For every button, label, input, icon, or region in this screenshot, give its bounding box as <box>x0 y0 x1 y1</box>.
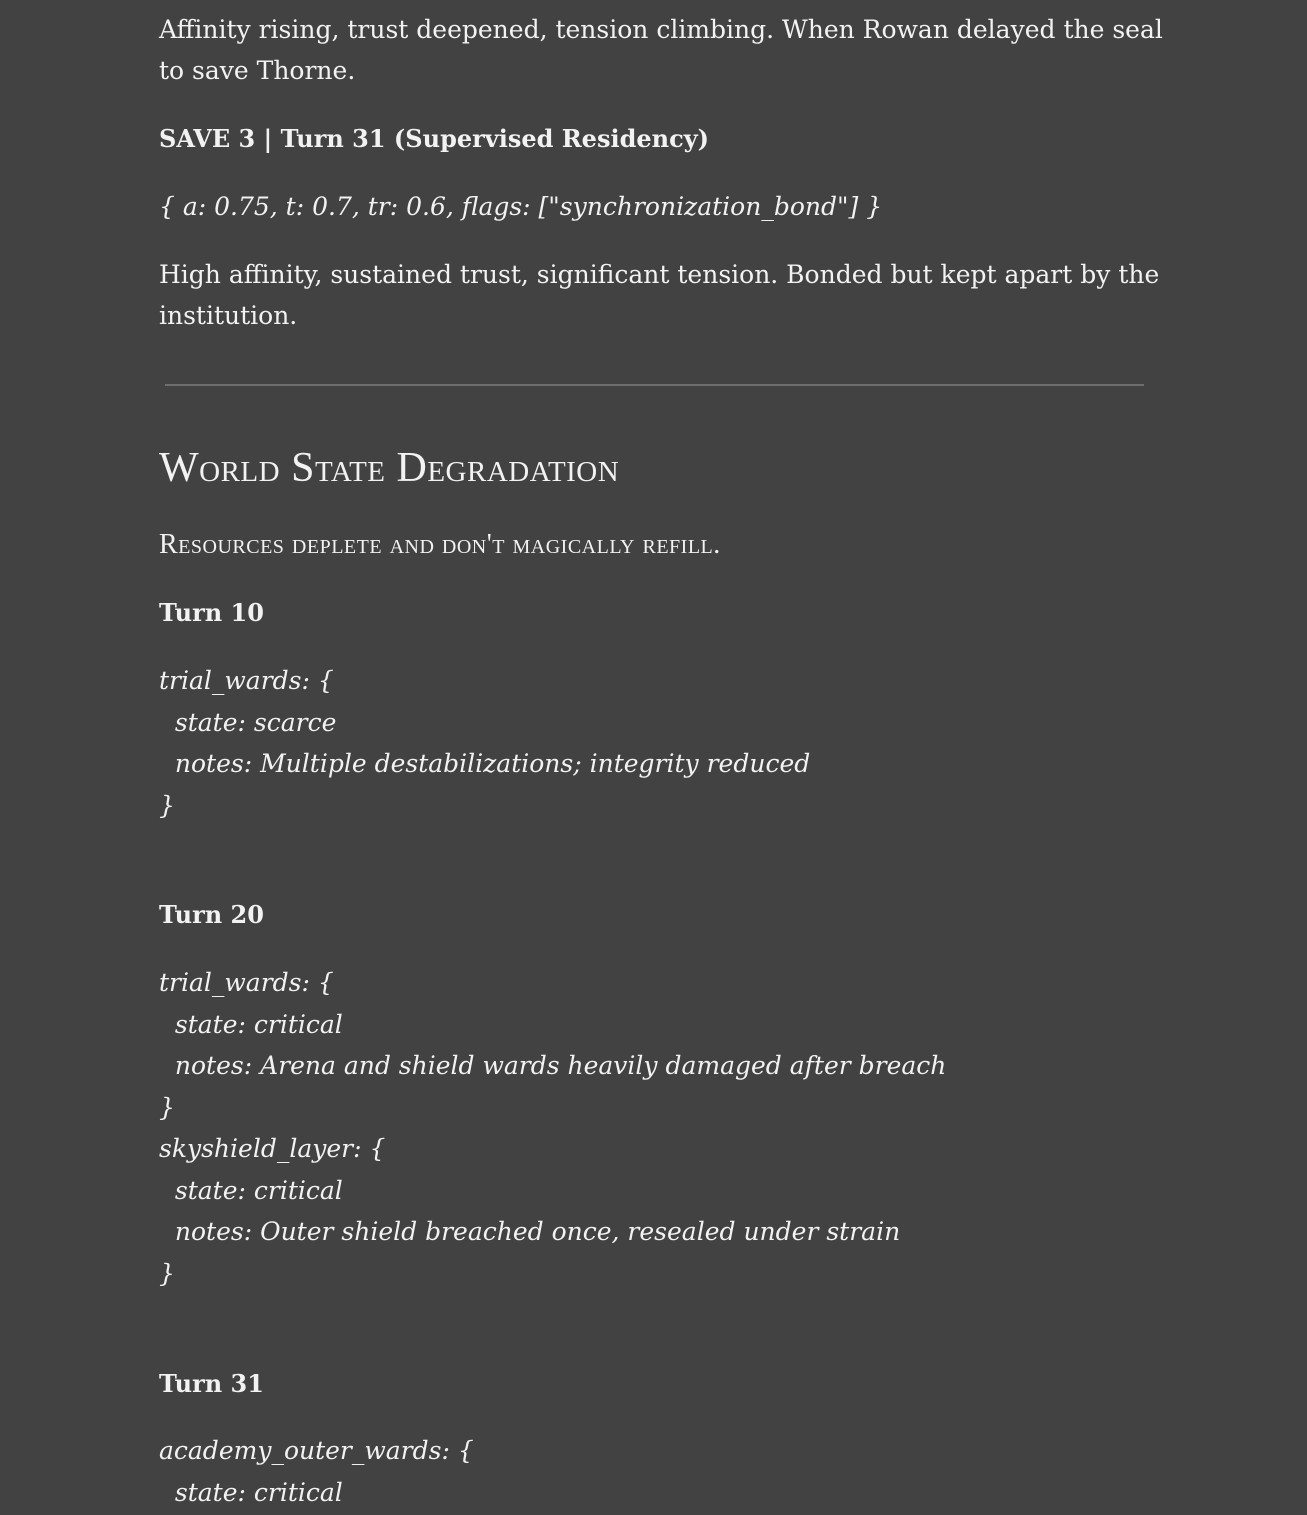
save-3-heading: SAVE 3 | Turn 31 (Supervised Residency) <box>159 124 709 153</box>
turn-10-line: notes: Multiple destabilizations; integrity reduced <box>159 749 811 778</box>
turn-20-line: } <box>159 1093 175 1122</box>
turn-20-line: skyshield_layer: { <box>159 1134 386 1163</box>
turn-31-line: state: critical <box>159 1478 343 1507</box>
section-subtitle: Resources deplete and don't magically refill. <box>159 529 721 560</box>
turn-31-label: Turn 31 <box>159 1369 264 1398</box>
turn-20-line: trial_wards: { <box>159 968 334 997</box>
turn-10-label: Turn 10 <box>159 598 264 627</box>
save-3-state: { a: 0.75, t: 0.7, tr: 0.6, flags: ["synchronization_bond"] } <box>159 192 883 221</box>
turn-20-line: notes: Outer shield breached once, resealed under strain <box>159 1217 901 1246</box>
turn-20-label: Turn 20 <box>159 900 264 929</box>
turn-20-line: } <box>159 1259 175 1288</box>
intro-line-2: to save Thorne. <box>159 56 356 85</box>
turn-31-line: academy_outer_wards: { <box>159 1436 474 1465</box>
section-divider <box>165 384 1144 386</box>
turn-10-line: state: scarce <box>159 708 337 737</box>
turn-10-line: trial_wards: { <box>159 666 334 695</box>
save-3-description-line-2: institution. <box>159 301 298 330</box>
turn-10-line: } <box>159 791 175 820</box>
section-title: World State Degradation <box>159 445 620 491</box>
turn-20-line: state: critical <box>159 1176 343 1205</box>
turn-20-line: state: critical <box>159 1010 343 1039</box>
turn-20-line: notes: Arena and shield wards heavily damaged after breach <box>159 1051 947 1080</box>
intro-line-1: Affinity rising, trust deepened, tension climbing. When Rowan delayed the seal <box>159 15 1163 44</box>
save-3-description-line-1: High affinity, sustained trust, significant tension. Bonded but kept apart by the <box>159 260 1160 289</box>
